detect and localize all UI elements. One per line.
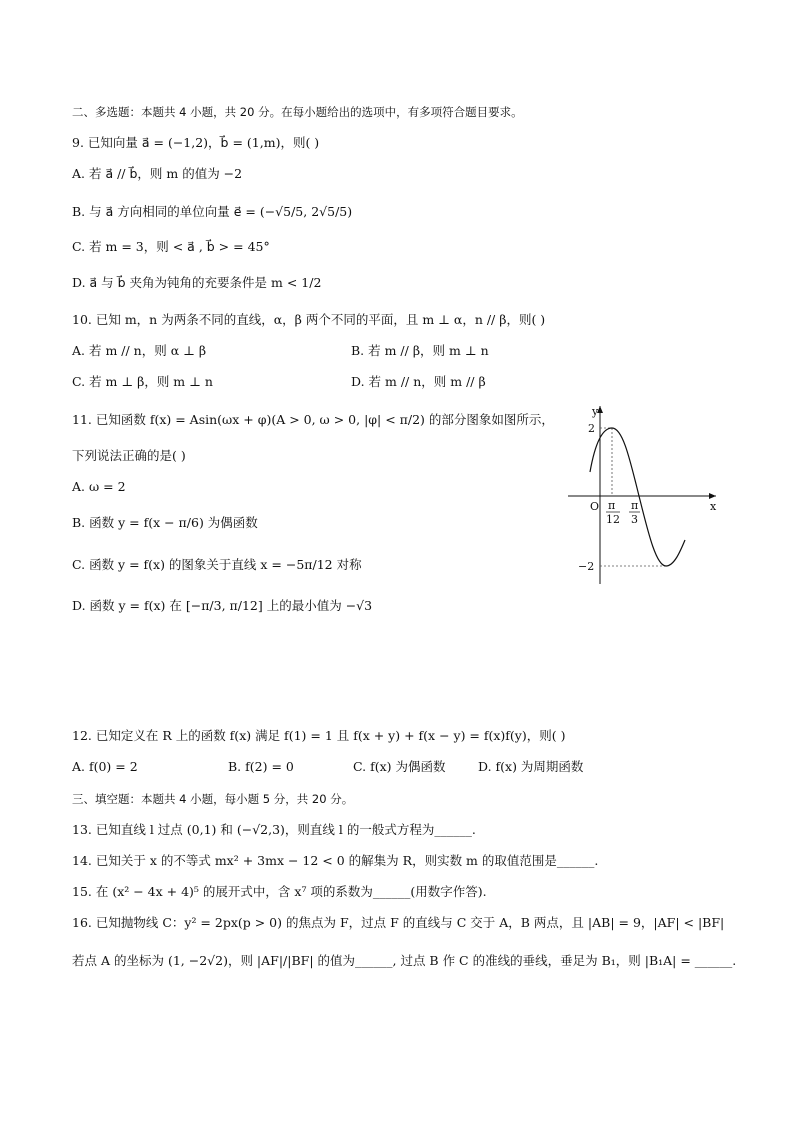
- q11-option-a: A. ω = 2: [72, 479, 126, 494]
- q10-stem: 10. 已知 m，n 为两条不同的直线，α，β 两个不同的平面，且 m ⊥ α，n // β，则( ): [72, 312, 546, 327]
- q10-option-a: A. 若 m // n，则 α ⊥ β: [72, 343, 207, 358]
- x-axis-label: x: [710, 500, 717, 513]
- q9-option-a: A. 若 a⃗ // b⃗，则 m 的值为 −2: [72, 166, 243, 181]
- q10-option-c: C. 若 m ⊥ β，则 m ⊥ n: [72, 374, 213, 389]
- q12-option-b: B. f(2) = 0: [228, 759, 294, 774]
- q11-function-graph: [560, 400, 730, 590]
- q12-option-a: A. f(0) = 2: [72, 759, 138, 774]
- x-axis-arrow: [709, 493, 716, 499]
- tick-pi-3-numerator: π: [631, 499, 639, 512]
- section-2-heading: 二、多选题：本题共 4 小题，共 20 分。在每小题给出的选项中，有多项符合题目要求。: [72, 105, 523, 119]
- q16-stem-2: 若点 A 的坐标为 (1, −2√2)，则 |AF|/|BF| 的值为______, 过点 B 作 C 的准线的垂线，垂足为 B₁，则 |B₁A| = ______.: [72, 953, 737, 968]
- q13-stem: 13. 已知直线 l 过点 (0,1) 和 (−√2,3)，则直线 l 的一般式方程为______.: [72, 822, 476, 837]
- q12-stem: 12. 已知定义在 R 上的函数 f(x) 满足 f(1) = 1 且 f(x + y) + f(x − y) = f(x)f(y)，则( ): [72, 728, 566, 743]
- tick-pi-12-denominator: 12: [606, 513, 620, 526]
- q16-stem: 16. 已知抛物线 C：y² = 2px(p > 0) 的焦点为 F，过点 F 的直线与 C 交于 A，B 两点，且 |AB| = 9，|AF| < |BF|: [72, 915, 725, 930]
- y-axis-label: y: [592, 405, 599, 418]
- q11-option-d: D. 函数 y = f(x) 在 [−π/3, π/12] 上的最小值为 −√3: [72, 598, 373, 613]
- y-min-label: −2: [578, 560, 595, 573]
- q12-option-d: D. f(x) 为周期函数: [478, 759, 584, 774]
- q15-stem: 15. 在 (x² − 4x + 4)⁵ 的展开式中，含 x⁷ 项的系数为______(用数字作答).: [72, 884, 487, 899]
- q9-stem: 9. 已知向量 a⃗ = (−1,2)，b⃗ = (1,m)，则( ): [72, 135, 320, 150]
- sine-curve: [590, 428, 685, 566]
- q9-option-c: C. 若 m = 3，则 < a⃗ , b⃗ > = 45°: [72, 239, 270, 254]
- section-3-heading: 三、填空题：本题共 4 小题，每小题 5 分，共 20 分。: [72, 792, 354, 806]
- q11-stem: 11. 已知函数 f(x) = Asin(ωx + φ)(A > 0, ω > 0, |φ| < π/2) 的部分图象如图所示，: [72, 412, 554, 427]
- q10-option-d: D. 若 m // n，则 m // β: [351, 374, 486, 389]
- y-max-label: 2: [588, 422, 595, 435]
- q11-stem-2: 下列说法正确的是( ): [72, 448, 186, 463]
- tick-pi-12-numerator: π: [608, 499, 616, 512]
- q11-option-b: B. 函数 y = f(x − π/6) 为偶函数: [72, 515, 258, 530]
- q11-option-c: C. 函数 y = f(x) 的图象关于直线 x = −5π/12 对称: [72, 557, 362, 572]
- q10-option-b: B. 若 m // β，则 m ⊥ n: [351, 343, 489, 358]
- q12-option-c: C. f(x) 为偶函数: [353, 759, 446, 774]
- q9-option-d: D. a⃗ 与 b⃗ 夹角为钝角的充要条件是 m < 1/2: [72, 275, 322, 290]
- origin-label: O: [590, 500, 600, 513]
- q14-stem: 14. 已知关于 x 的不等式 mx² + 3mx − 12 < 0 的解集为 R，则实数 m 的取值范围是______.: [72, 853, 599, 868]
- q9-option-b: B. 与 a⃗ 方向相同的单位向量 e⃗ = (−√5/5, 2√5/5): [72, 204, 353, 219]
- tick-pi-3-denominator: 3: [631, 513, 638, 526]
